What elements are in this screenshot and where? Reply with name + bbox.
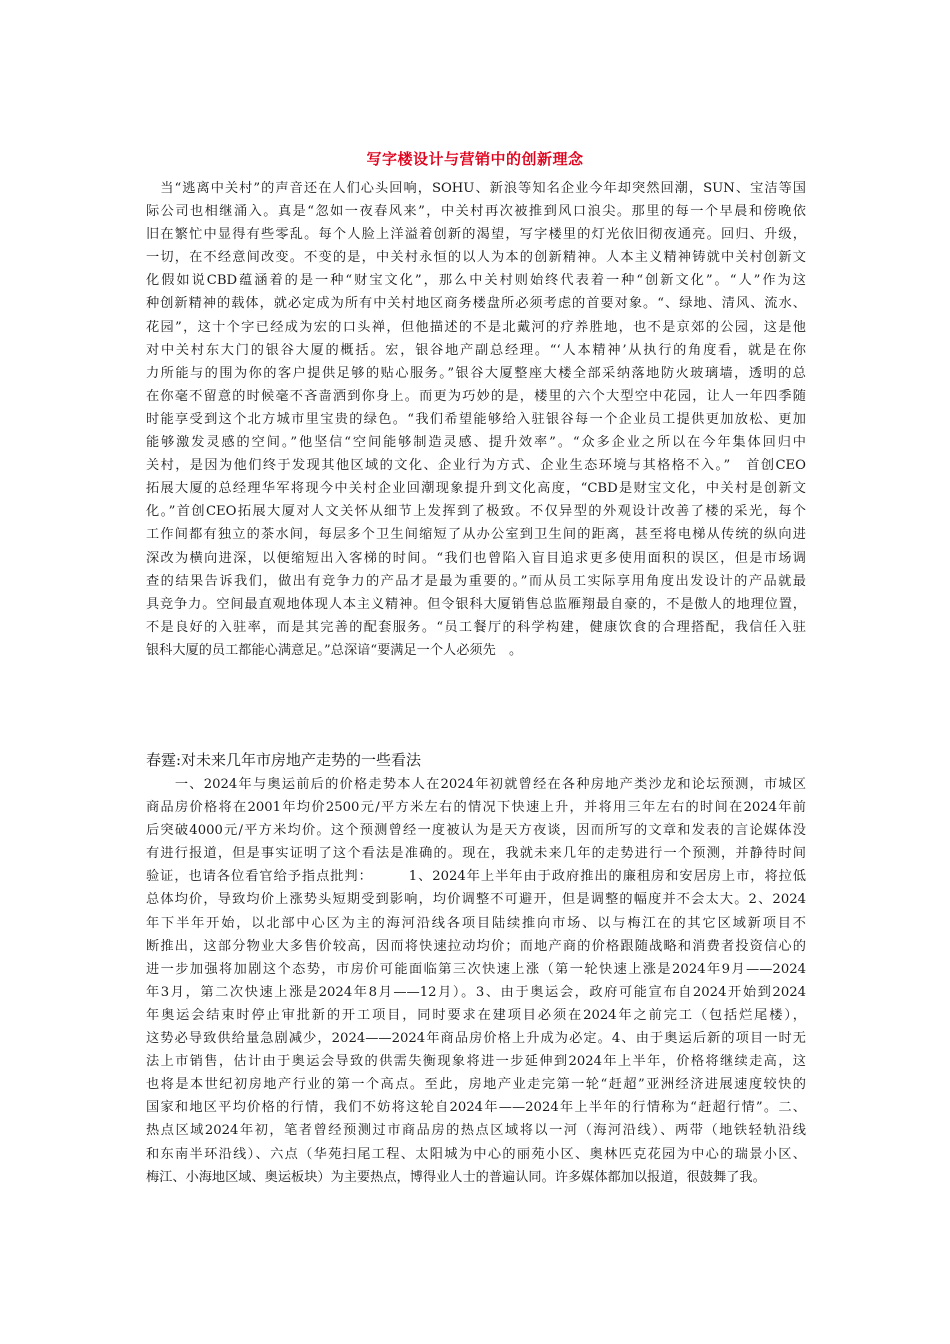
text-line: 拓展大厦的总经理华军将现今中关村企业回潮现象提升到文化高度，“CBD是财宝文化，中关村是创新文 xyxy=(146,481,806,497)
text-line: 这势必导致供给量急剧减少，2024——2024年商品房价格上升成为必定。4、由于奥运后新的项目一时无 xyxy=(146,1031,806,1047)
section-body xyxy=(146,773,806,1189)
text-line: 工作间都有独立的茶水间，每层多个卫生间缩短了从办公室到卫生间的距离，甚至将电梯从传统的纵向进 xyxy=(146,527,806,543)
text-line: 在你毫不留意的时候毫不吝啬洒到你身上。而更为巧妙的是，楼里的六个大型空中花园，让人一年四季随 xyxy=(146,388,806,404)
text-line: 关村，是因为他们终于发现其他区域的文化、企业行为方式、企业生态环境与其格格不入。” 首创CEO xyxy=(146,458,806,474)
text-line: 年奥运会结束时停止审批新的开工项目，同时要求在建项目必须在2024年之前完工（包括烂尾楼）， xyxy=(146,1007,806,1023)
article-title: 写字楼设计与营销中的创新理念 xyxy=(366,150,584,168)
section-heading: 春霆:对未来几年市房地产走势的一些看法 xyxy=(146,751,422,769)
text-line: 国家和地区平均价格的行情，我们不妨将这轮自2024年——2024年上半年的行情称为“赶超行情”。二、 xyxy=(146,1100,806,1116)
text-line: 深改为横向进深，以便缩短出入客梯的时间。“我们也曾陷入盲目追求更多使用面积的误区，但是市场调 xyxy=(146,550,806,566)
text-line: 银科大厦的员工都能心满意足。”总深谙“要满足一个人必须先 。 xyxy=(146,642,523,658)
text-line: 查的结果告诉我们，做出有竞争力的产品才是最为重要的。”而从员工实际享用角度出发设计的产品就最 xyxy=(146,573,806,589)
text-line: 不是良好的入驻率，而是其完善的配套服务。“员工餐厅的科学构建，健康饮食的合理搭配，我信任入驻 xyxy=(146,619,806,635)
text-line: 一切，在不经意间改变。不变的是，中关村永恒的以人为本的创新精神。人本主义精神铸就中关村创新文 xyxy=(146,250,806,266)
text-line: 进一步加强将加剧这个态势，市房价可能面临第三次快速上涨（第一轮快速上涨是2024年9月——2024 xyxy=(146,961,806,977)
text-line: 能够激发灵感的空间。”他坚信“空间能够制造灵感、提升效率”。“众多企业之所以在今年集体回归中 xyxy=(146,435,806,451)
text-line: 对中关村东大门的银谷大厦的概括。宏，银谷地产副总经理。“‘人本精神’从执行的角度看，就是在你 xyxy=(146,342,806,358)
text-line: 一、2024年与奥运前后的价格走势本人在2024年初就曾经在各种房地产类沙龙和论坛预测，市城区 xyxy=(146,777,806,792)
text-line: 和东南半环沿线）、六点（华苑扫尾工程、太阳城为中心的丽苑小区、奥林匹克花园为中心的瑞景小区、 xyxy=(146,1146,806,1162)
text-line: 花园”，这十个字已经成为宏的口头禅，但他描述的不是北戴河的疗养胜地，也不是京郊的公园，这是他 xyxy=(146,319,806,335)
text-line: 际公司也相继涌入。真是“忽如一夜春风来”，中关村再次被推到风口浪尖。那里的每一个早晨和傍晚依 xyxy=(146,204,806,220)
text-line: 热点区域2024年初，笔者曾经预测过市商品房的热点区域将以一河（海河沿线）、两带（地铁轻轨沿线 xyxy=(146,1123,806,1139)
text-line: 年3月，第二次快速上涨是2024年8月——12月）。3、由于奥运会，政府可能宣布自2024开始到2024 xyxy=(146,984,806,1000)
text-line: 法上市销售，估计由于奥运会导致的供需失衡现象将进一步延伸到2024年上半年，价格将继续走高，这 xyxy=(146,1054,806,1070)
text-line: 旧在繁忙中显得有些零乱。每个人脸上洋溢着创新的渴望，写字楼里的灯光依旧彻夜通亮。回归、升级， xyxy=(146,227,806,243)
text-line: 种创新精神的载体，就必定成为所有中关村地区商务楼盘所必须考虑的首要对象。“、绿地、清风、流水、 xyxy=(146,296,806,312)
text-line: 商品房价格将在2001年均价2500元/平方米左右的情况下快速上升，并将用三年左右的时间在2024年前 xyxy=(146,800,806,816)
text-line: 也将是本世纪初房地产行业的第一个高点。至此，房地产业走完第一轮“赶超”亚洲经济进展速度较快的 xyxy=(146,1077,806,1093)
text-line: 时能享受到这个北方城市里宝贵的绿色。“我们希望能够给入驻银谷每一个企业员工提供更加放松、更加 xyxy=(146,411,806,427)
text-line: 力所能与的围为你的客户提供足够的贴心服务。”银谷大厦整座大楼全部采纳落地防火玻璃墙，透明的总 xyxy=(146,365,806,381)
text-line: 总体均价，导致均价上涨势头短期受到影响，均价调整不可避开，但是调整的幅度并不会太大。2、2024 xyxy=(146,892,806,908)
text-line: 当“逃离中关村”的声音还在人们心头回响，SOHU、新浪等知名企业今年却突然回潮，SUN、宝洁等国 xyxy=(146,181,806,196)
text-line: 具竞争力。空间最直观地体现人本主义精神。但令银科大厦销售总监雁翔最自豪的，不是傲人的地理位置， xyxy=(146,596,806,612)
text-line: 后突破4000元/平方米均价。这个预测曾经一度被认为是天方夜谈，因而所写的文章和发表的言论媒体没 xyxy=(146,823,806,839)
text-line: 化假如说CBD蕴涵着的是一种“财宝文化”，那么中关村则始终代表着一种“创新文化”。“人”作为这 xyxy=(146,273,806,289)
text-line: 年下半年开始，以北部中心区为主的海河沿线各项目陆续推向市场、以与梅江在的其它区域新项目不 xyxy=(146,915,806,931)
text-line: 梅江、小海地区域、奥运板块）为主要热点，博得业人士的普遍认同。许多媒体都加以报道，很鼓舞了我。 xyxy=(146,1169,766,1185)
text-line: 有进行报道，但是事实证明了这个看法是准确的。现在，我就未来几年的走势进行一个预测，并静待时间 xyxy=(146,846,806,862)
article-body xyxy=(146,177,806,662)
text-line: 验证，也请各位看官给予指点批判： 1、2024年上半年由于政府推出的廉租房和安居房上市，将拉低 xyxy=(146,869,806,885)
text-line: 化。”首创CEO拓展大厦对人文关怀从细节上发挥到了极致。不仅异型的外观设计改善了楼的采光，每个 xyxy=(146,504,806,520)
text-line: 断推出，这部分物业大多售价较高，因而将快速拉动均价；而地产商的价格跟随战略和消费者投资信心的 xyxy=(146,938,806,954)
